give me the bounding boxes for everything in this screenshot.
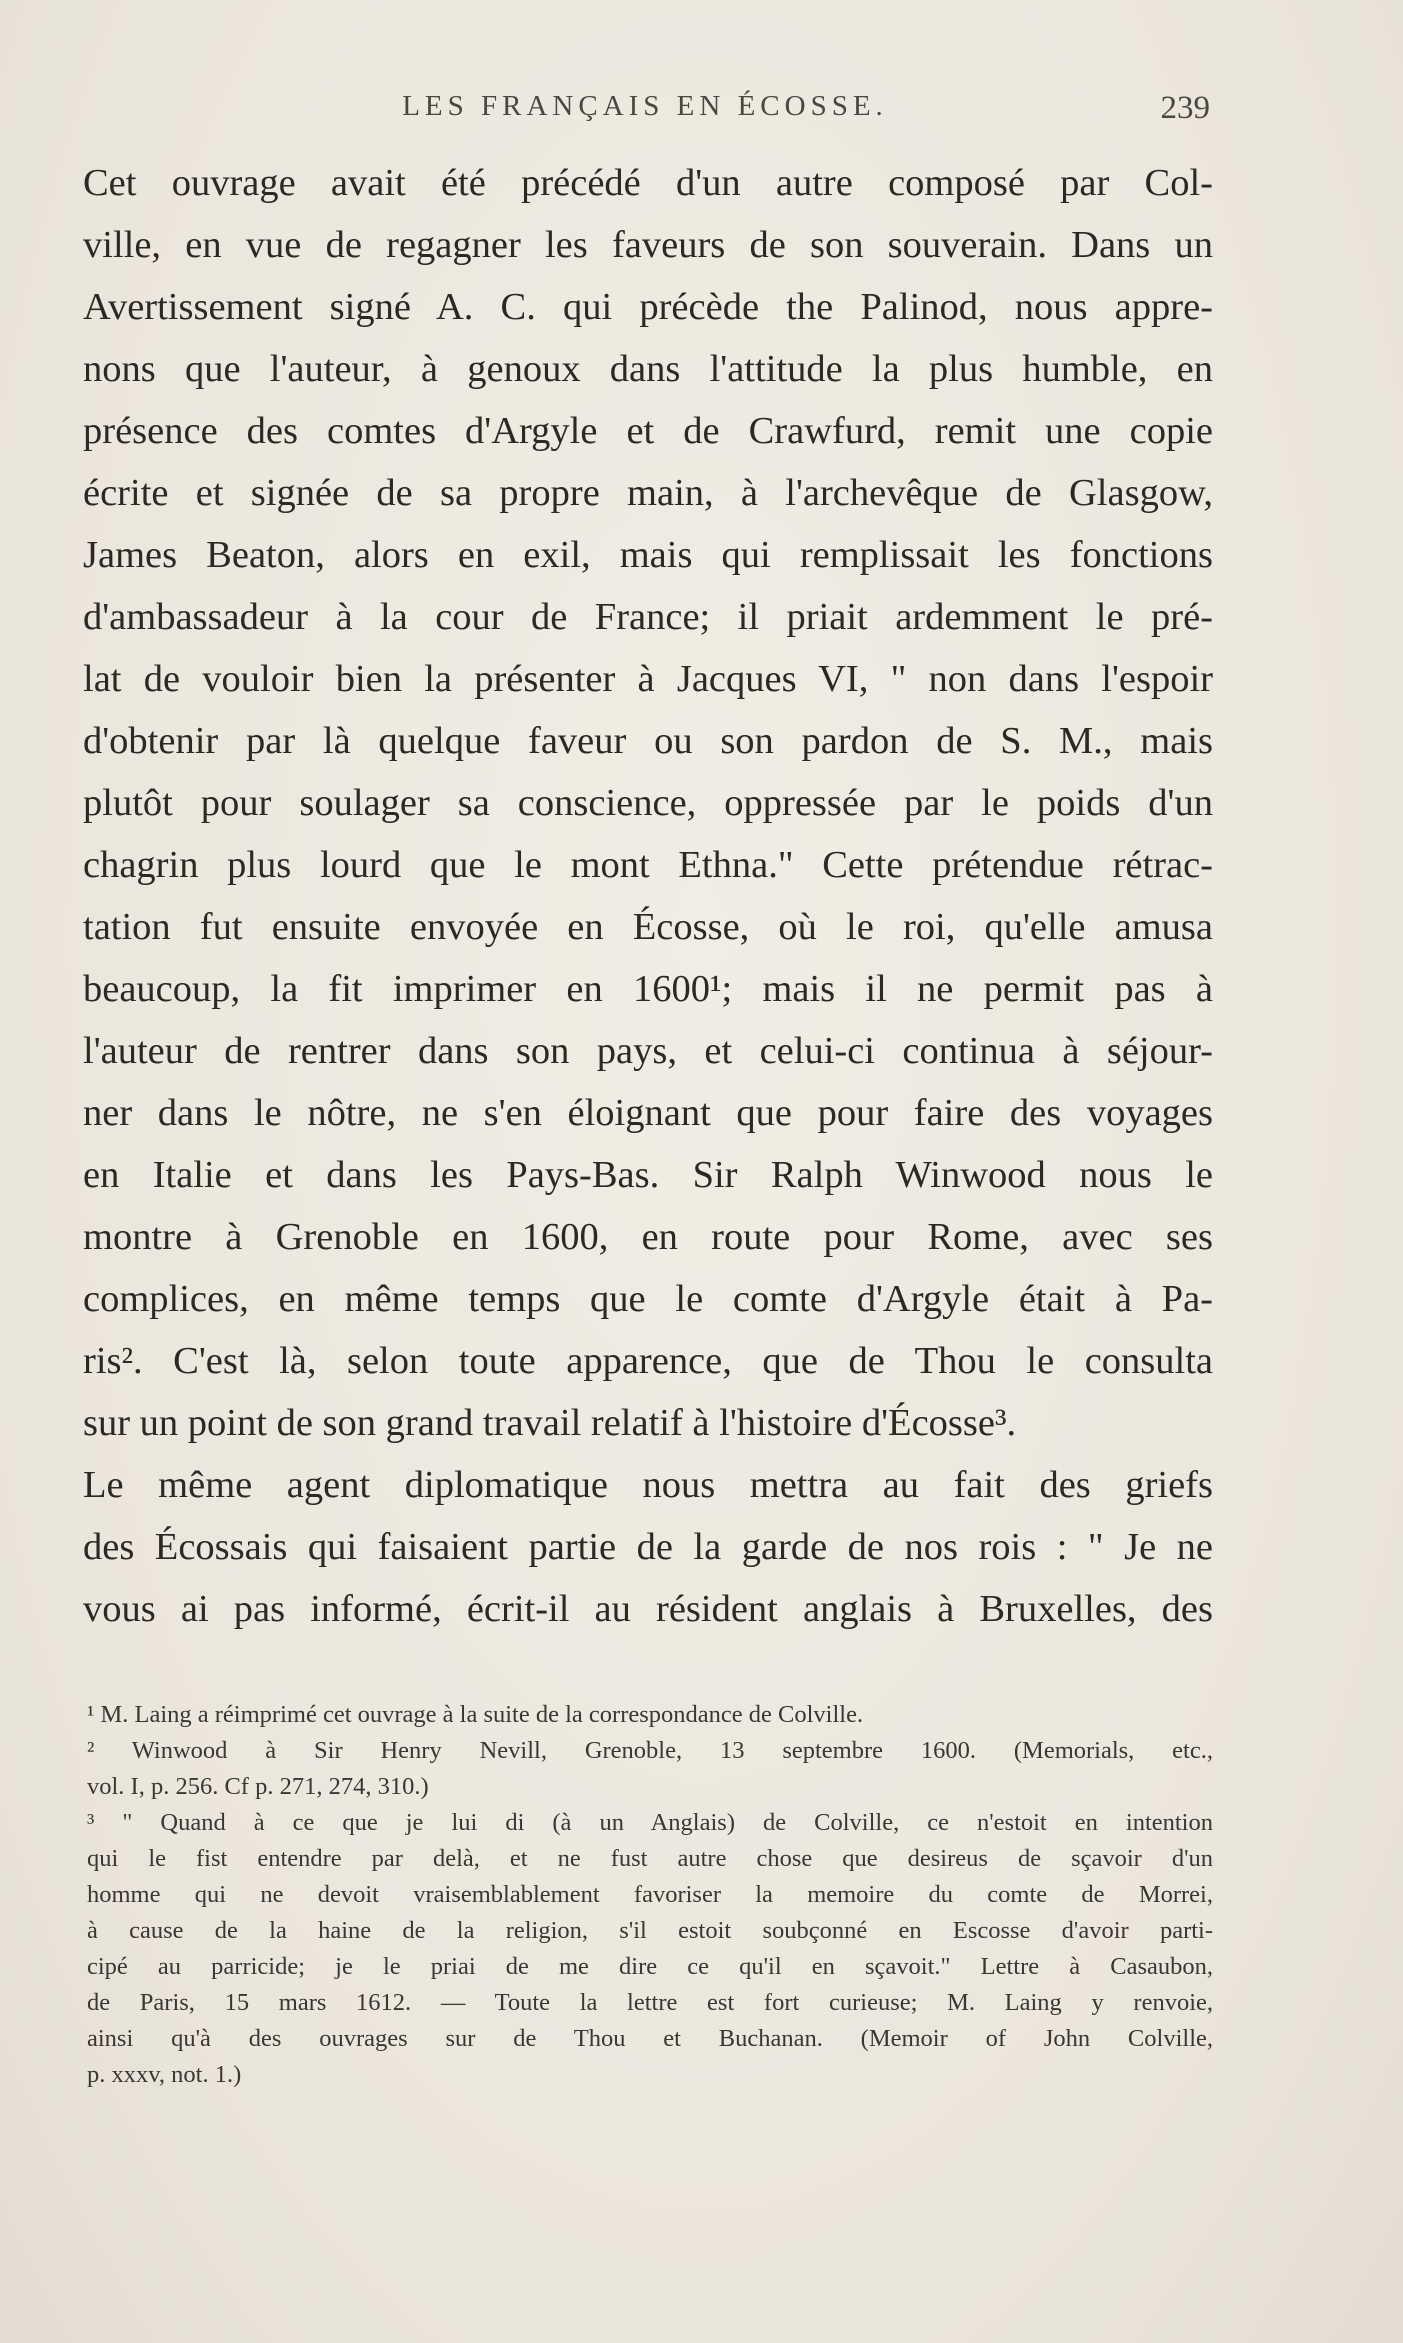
body-line: présence des comtes d'Argyle et de Crawfurd, remit une copie (83, 410, 1213, 452)
body-line: d'ambassadeur à la cour de France; il priait ardemment le pré- (83, 596, 1213, 638)
body-line: Le même agent diplomatique nous mettra au fait des griefs (83, 1464, 1213, 1506)
body-line: chagrin plus lourd que le mont Ethna." Cette prétendue rétrac- (83, 844, 1213, 886)
footnote-line: homme qui ne devoit vraisemblablement favoriser la memoire du comte de Morrei, (87, 1881, 1213, 1908)
body-line: beaucoup, la fit imprimer en 1600¹; mais il ne permit pas à (83, 968, 1213, 1010)
footnote-line: cipé au parricide; je le priai de me dire ce qu'il en sçavoit." Lettre à Casaubon, (87, 1953, 1213, 1980)
body-line: Avertissement signé A. C. qui précède the Palinod, nous appre- (83, 286, 1213, 328)
body-line: d'obtenir par là quelque faveur ou son pardon de S. M., mais (83, 720, 1213, 762)
footnote-line: qui le fist entendre par delà, et ne fust autre chose que desireus de sçavoir d'un (87, 1845, 1213, 1872)
body-line: sur un point de son grand travail relatif à l'histoire d'Écosse³. (83, 1402, 1017, 1444)
body-line: Cet ouvrage avait été précédé d'un autre composé par Col- (83, 162, 1213, 204)
body-line: écrite et signée de sa propre main, à l'archevêque de Glasgow, (83, 472, 1213, 514)
page-number: 239 (1160, 90, 1210, 126)
body-line: plutôt pour soulager sa conscience, oppressée par le poids d'un (83, 782, 1213, 824)
footnote-line: vol. I, p. 256. Cf p. 271, 274, 310.) (87, 1773, 429, 1800)
body-line: lat de vouloir bien la présenter à Jacques VI, " non dans l'espoir (83, 658, 1213, 700)
footnote-line: ³ " Quand à ce que je lui di (à un Anglais) de Colville, ce n'estoit en intention (87, 1809, 1213, 1836)
body-line: ville, en vue de regagner les faveurs de son souverain. Dans un (83, 224, 1213, 266)
body-line: James Beaton, alors en exil, mais qui remplissait les fonctions (83, 534, 1213, 576)
footnote-line: p. xxxv, not. 1.) (87, 2061, 242, 2088)
footnote-line: ainsi qu'à des ouvrages sur de Thou et Buchanan. (Memoir of John Colville, (87, 2025, 1213, 2052)
body-line: des Écossais qui faisaient partie de la garde de nos rois : " Je ne (83, 1526, 1213, 1568)
body-line: l'auteur de rentrer dans son pays, et celui-ci continua à séjour- (83, 1030, 1213, 1072)
body-line: tation fut ensuite envoyée en Écosse, où le roi, qu'elle amusa (83, 906, 1213, 948)
footnote-line: ¹ M. Laing a réimprimé cet ouvrage à la suite de la correspondance de Colville. (87, 1701, 864, 1728)
footnote-line: ² Winwood à Sir Henry Nevill, Grenoble, 13 septembre 1600. (Memorials, etc., (87, 1737, 1213, 1764)
footnotes (87, 1697, 1213, 2093)
body-text (83, 152, 1213, 1640)
body-line: ris². C'est là, selon toute apparence, que de Thou le consulta (83, 1340, 1213, 1382)
body-line: complices, en même temps que le comte d'Argyle était à Pa- (83, 1278, 1213, 1320)
page-header (80, 90, 1210, 134)
body-line: vous ai pas informé, écrit-il au résident anglais à Bruxelles, des (83, 1588, 1213, 1630)
body-line: en Italie et dans les Pays-Bas. Sir Ralph Winwood nous le (83, 1154, 1213, 1196)
body-line: nons que l'auteur, à genoux dans l'attitude la plus humble, en (83, 348, 1213, 390)
footnote-line: à cause de la haine de la religion, s'il estoit soubçonné en Escosse d'avoir parti- (87, 1917, 1213, 1944)
running-title: LES FRANÇAIS EN ÉCOSSE. (402, 90, 888, 122)
body-line: ner dans le nôtre, ne s'en éloignant que pour faire des voyages (83, 1092, 1213, 1134)
body-line: montre à Grenoble en 1600, en route pour Rome, avec ses (83, 1216, 1213, 1258)
footnote-line: de Paris, 15 mars 1612. — Toute la lettre est fort curieuse; M. Laing y renvoie, (87, 1989, 1213, 2016)
